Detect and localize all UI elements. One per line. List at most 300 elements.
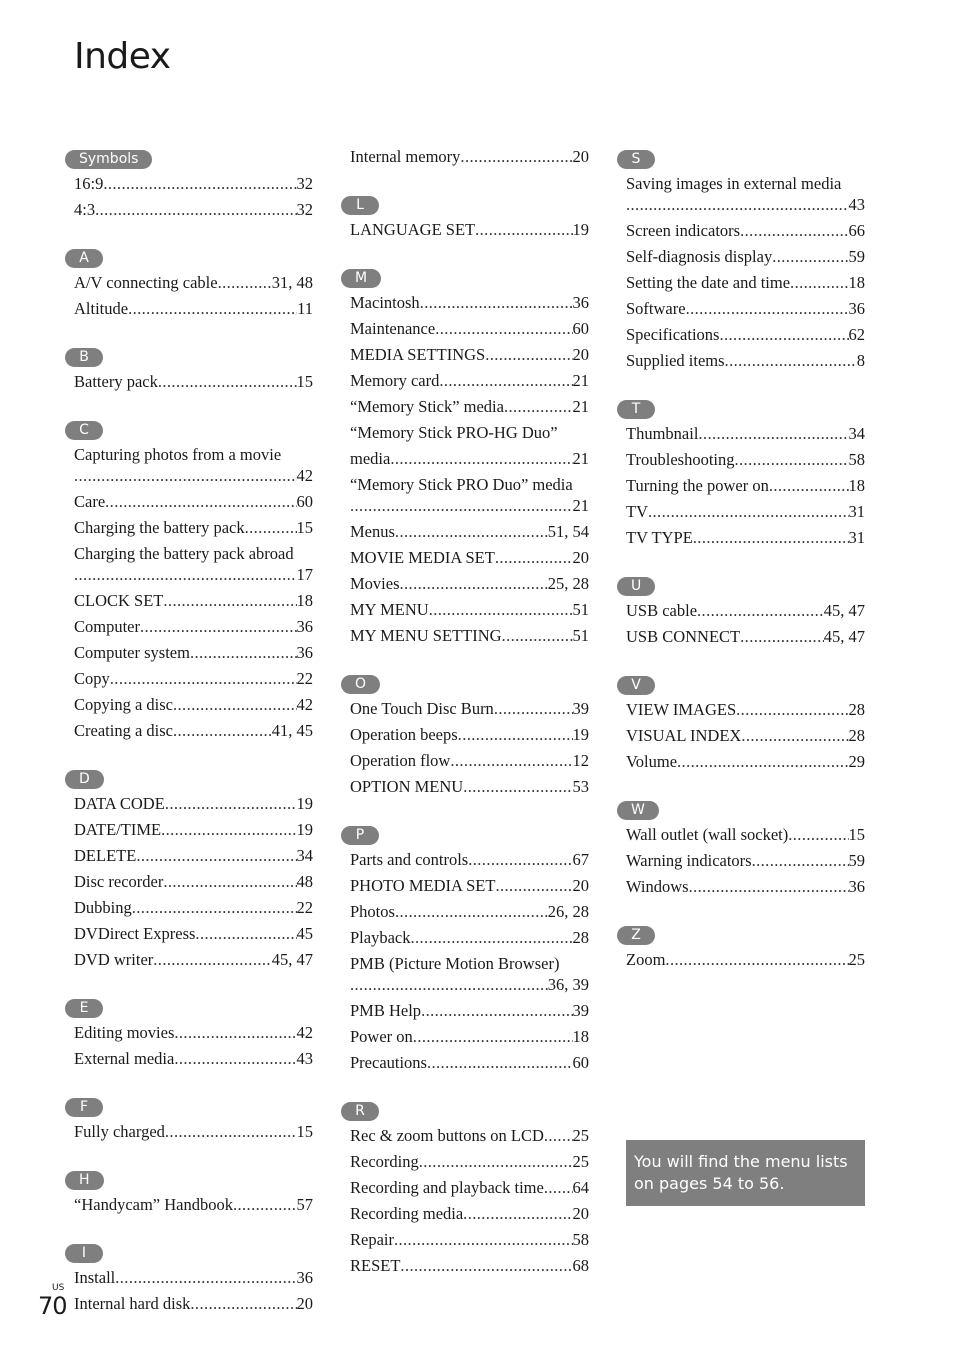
index-entry (74, 1046, 313, 1072)
index-entry (626, 473, 865, 499)
entry-page: 18 (296, 591, 313, 610)
entry-page: 20 (572, 548, 589, 567)
entry-row (74, 843, 313, 869)
index-entry (626, 296, 865, 322)
dot-leader (190, 640, 297, 666)
entry-term: Repair (350, 1230, 394, 1249)
entry-row (74, 296, 313, 322)
index-entry (350, 925, 589, 951)
entry-row (350, 571, 589, 597)
index-section (74, 744, 313, 973)
dot-leader (413, 1024, 573, 1050)
section-gap (626, 374, 865, 394)
entry-row (626, 624, 865, 650)
entry-row (350, 1149, 589, 1175)
index-entry (74, 1291, 313, 1317)
index-entry (350, 847, 589, 873)
index-entry (74, 947, 313, 973)
entry-term: MY MENU SETTING (350, 626, 502, 645)
dot-leader (485, 342, 572, 368)
section-letter-badge: U (617, 577, 655, 596)
section-gap (74, 223, 313, 243)
entry-row (350, 342, 589, 368)
index-section (74, 1072, 313, 1145)
index-entry (74, 614, 313, 640)
entry-term: Movies (350, 574, 400, 593)
entry-row (350, 1024, 589, 1050)
entry-row (626, 723, 865, 749)
index-entry (626, 848, 865, 874)
entry-page: 29 (848, 752, 865, 771)
index-entry (626, 171, 865, 218)
dot-leader (115, 1265, 296, 1291)
index-entry (350, 1149, 589, 1175)
region-code: US (52, 1283, 65, 1293)
section-letter-badge: V (617, 676, 655, 695)
index-entry (350, 623, 589, 649)
dot-leader (468, 847, 572, 873)
entry-page: 20 (296, 1294, 313, 1313)
entry-term: Recording media (350, 1204, 464, 1223)
entry-page: 26, 28 (547, 902, 589, 921)
entry-row (350, 290, 589, 316)
entry-page: 34 (296, 846, 313, 865)
entry-page: 64 (572, 1178, 589, 1197)
entry-term: PHOTO MEDIA SET (350, 876, 496, 895)
entry-row (74, 817, 313, 843)
entry-row (74, 718, 313, 744)
entry-row (626, 525, 865, 551)
entry-page: 53 (572, 777, 589, 796)
entry-page: 28 (848, 700, 865, 719)
index-entry (626, 947, 865, 973)
section-gap (74, 1072, 313, 1092)
entry-term: Saving images in external media (626, 174, 842, 193)
entry-page: 43 (848, 195, 865, 214)
entry-row (74, 1265, 313, 1291)
entry-page: 39 (572, 1001, 589, 1020)
entry-row (74, 171, 313, 197)
entry-term: Recording and playback time (350, 1178, 544, 1197)
dot-leader (544, 1123, 573, 1149)
entry-term: Operation flow (350, 751, 451, 770)
dot-leader (173, 692, 297, 718)
entry-term: A/V connecting cable (74, 273, 218, 292)
entry-row (626, 296, 865, 322)
entry-row (350, 722, 589, 748)
entry-page: 19 (572, 725, 589, 744)
dot-leader (400, 1253, 572, 1279)
entry-term: Macintosh (350, 293, 420, 312)
entry-term: Creating a disc (74, 721, 173, 740)
index-entry (350, 1227, 589, 1253)
index-entry (74, 666, 313, 692)
entry-page: 36 (296, 643, 313, 662)
index-entry (74, 843, 313, 869)
index-entry (74, 1119, 313, 1145)
index-entry (350, 472, 589, 519)
entry-term: Battery pack (74, 372, 158, 391)
entry-term: Software (626, 299, 686, 318)
entry-page: 62 (848, 325, 865, 344)
entry-term: Parts and controls (350, 850, 469, 869)
dot-leader (458, 722, 573, 748)
dot-leader (494, 696, 573, 722)
section-letter-badge: B (65, 348, 103, 367)
entry-page: 42 (296, 695, 313, 714)
index-entry (350, 748, 589, 774)
entry-row (74, 369, 313, 395)
entry-row (74, 1046, 313, 1072)
index-section (350, 649, 589, 800)
entry-page: 31 (848, 502, 865, 521)
index-column-1 (74, 144, 313, 1317)
entry-term: Thumbnail (626, 424, 699, 443)
section-letter-badge: W (617, 801, 659, 820)
dot-leader (163, 869, 296, 895)
dot-leader (463, 774, 572, 800)
section-letter-badge: E (65, 999, 103, 1018)
entry-page: 45 (296, 924, 313, 943)
entry-page: 41, 45 (271, 721, 313, 740)
dot-leader (394, 1227, 573, 1253)
dot-leader (719, 322, 848, 348)
section-gap (626, 650, 865, 670)
entry-page: 45, 47 (823, 627, 865, 646)
entry-row (350, 1050, 589, 1076)
entry-row (626, 874, 865, 900)
entry-term: Supplied items (626, 351, 725, 370)
section-letter-badge: R (341, 1102, 379, 1121)
entry-row (74, 921, 313, 947)
entry-page: 60 (296, 492, 313, 511)
entry-term: MOVIE MEDIA SET (350, 548, 495, 567)
entry-row (350, 545, 589, 571)
entry-row (74, 614, 313, 640)
index-section (350, 144, 589, 170)
dot-leader (105, 489, 296, 515)
index-entry (350, 420, 589, 472)
entry-term: PMB Help (350, 1001, 422, 1020)
entry-term: TV (626, 502, 648, 521)
entry-row (74, 197, 313, 223)
section-letter-badge: S (617, 150, 655, 169)
entry-page: 19 (572, 220, 589, 239)
index-section (74, 973, 313, 1072)
entry-row (626, 192, 865, 218)
index-entry (74, 640, 313, 666)
section-gap (350, 1076, 589, 1096)
entry-page: 45, 47 (823, 601, 865, 620)
section-letter-badge: D (65, 770, 104, 789)
entry-term: 16:9 (74, 174, 104, 193)
dot-leader (132, 895, 297, 921)
entry-row (350, 316, 589, 342)
entry-page: 66 (848, 221, 865, 240)
entry-term: VISUAL INDEX (626, 726, 742, 745)
entry-row (350, 1227, 589, 1253)
entry-row (74, 666, 313, 692)
section-gap (74, 322, 313, 342)
dot-leader (74, 562, 297, 588)
section-gap (74, 744, 313, 764)
entry-term: Charging the battery pack abroad (74, 544, 294, 563)
dot-leader (740, 218, 848, 244)
section-letter-badge: L (341, 196, 379, 215)
entry-row (74, 947, 313, 973)
dot-leader (400, 571, 548, 597)
entry-term: Zoom (626, 950, 666, 969)
entry-term: Power on (350, 1027, 413, 1046)
entry-page: 18 (848, 273, 865, 292)
dot-leader (435, 316, 572, 342)
dot-leader (103, 171, 296, 197)
index-entry (74, 791, 313, 817)
entry-row (626, 848, 865, 874)
section-gap (350, 170, 589, 190)
dot-leader (350, 493, 573, 519)
entry-page: 42 (296, 1023, 313, 1042)
entry-term: Recording (350, 1152, 419, 1171)
index-entry (350, 873, 589, 899)
entry-page: 60 (572, 1053, 589, 1072)
dot-leader (740, 624, 824, 650)
dot-leader (790, 270, 848, 296)
index-entry (626, 723, 865, 749)
entry-page: 42 (296, 466, 313, 485)
entry-page: 20 (572, 1204, 589, 1223)
entry-term: Disc recorder (74, 872, 164, 891)
entry-page: 36 (848, 299, 865, 318)
entry-term: Specifications (626, 325, 720, 344)
index-entry (350, 217, 589, 243)
dot-leader (689, 874, 849, 900)
entry-term: TV TYPE (626, 528, 693, 547)
entry-term: Self-diagnosis display (626, 247, 773, 266)
entry-term: Menus (350, 522, 395, 541)
entry-row (626, 749, 865, 775)
entry-term: RESET (350, 1256, 401, 1275)
dot-leader (110, 666, 297, 692)
dot-leader (350, 972, 548, 998)
page-title: Index (74, 36, 171, 77)
entry-row (74, 895, 313, 921)
entry-page: 25, 28 (547, 574, 589, 593)
dot-leader (190, 1291, 296, 1317)
index-entry (74, 1020, 313, 1046)
entry-row (350, 519, 589, 545)
index-entry (626, 874, 865, 900)
section-gap (626, 551, 865, 571)
entry-term: Rec & zoom buttons on LCD (350, 1126, 544, 1145)
entry-row (74, 1192, 313, 1218)
dot-leader (460, 144, 572, 170)
dot-leader (128, 296, 297, 322)
entry-row (350, 696, 589, 722)
entry-term: Internal hard disk (74, 1294, 191, 1313)
index-section (74, 395, 313, 744)
entry-page: 51 (572, 626, 589, 645)
index-entry (350, 144, 589, 170)
entry-page: 22 (296, 898, 313, 917)
entry-term: PMB (Picture Motion Browser) (350, 954, 560, 973)
section-gap (350, 243, 589, 263)
index-section (74, 322, 313, 395)
entry-row (626, 947, 865, 973)
entry-page: 51 (572, 600, 589, 619)
index-entry (350, 722, 589, 748)
dot-leader (421, 998, 572, 1024)
entry-row (626, 598, 865, 624)
entry-term: External media (74, 1049, 175, 1068)
dot-leader (686, 296, 849, 322)
dot-leader (648, 499, 849, 525)
entry-row (74, 1119, 313, 1145)
entry-term: Maintenance (350, 319, 436, 338)
index-entry (626, 749, 865, 775)
index-section (350, 800, 589, 1076)
section-letter-badge: H (65, 1171, 104, 1190)
entry-page: 36 (296, 617, 313, 636)
entry-term: CLOCK SET (74, 591, 164, 610)
index-entry (74, 692, 313, 718)
entry-row (350, 1175, 589, 1201)
entry-page: 15 (296, 518, 313, 537)
entry-page: 8 (856, 351, 865, 370)
entry-term: “Memory Stick” media (350, 397, 504, 416)
entry-page: 25 (572, 1126, 589, 1145)
entry-row (626, 322, 865, 348)
index-entry (626, 348, 865, 374)
index-entry (350, 1175, 589, 1201)
entry-row (350, 597, 589, 623)
entry-row (350, 394, 589, 420)
dot-leader (741, 723, 848, 749)
index-section (626, 900, 865, 973)
entry-page: 15 (848, 825, 865, 844)
entry-row (74, 489, 313, 515)
dot-leader (158, 369, 297, 395)
index-entry (350, 1253, 589, 1279)
entry-page: 39 (572, 699, 589, 718)
entry-row (626, 270, 865, 296)
entry-term: Screen indicators (626, 221, 741, 240)
entry-term: VIEW IMAGES (626, 700, 737, 719)
entry-row (74, 463, 313, 489)
dot-leader (429, 597, 573, 623)
entry-row (350, 925, 589, 951)
entry-term: DATA CODE (74, 794, 165, 813)
dot-leader (772, 244, 848, 270)
entry-term: One Touch Disc Burn (350, 699, 494, 718)
entry-page: 20 (572, 345, 589, 364)
section-letter-badge: M (341, 269, 381, 288)
entry-row (350, 998, 589, 1024)
index-entry (74, 442, 313, 489)
index-entry (350, 1123, 589, 1149)
entry-page: 11 (297, 299, 313, 318)
entry-term: Fully charged (74, 1122, 165, 1141)
section-gap (74, 395, 313, 415)
dot-leader (420, 290, 573, 316)
entry-row (350, 774, 589, 800)
index-entry (74, 817, 313, 843)
entry-term: MY MENU (350, 600, 429, 619)
entry-page: 19 (296, 820, 313, 839)
index-entry (350, 342, 589, 368)
entry-term: Windows (626, 877, 689, 896)
index-entry (350, 774, 589, 800)
dot-leader (736, 697, 848, 723)
index-entry (350, 316, 589, 342)
entry-page: 19 (296, 794, 313, 813)
dot-leader (173, 718, 272, 744)
section-letter-badge: O (341, 675, 380, 694)
dot-leader (697, 598, 824, 624)
section-letter-badge: C (65, 421, 103, 440)
entry-page: 17 (296, 565, 313, 584)
index-section (74, 1218, 313, 1317)
section-letter-badge: F (65, 1098, 103, 1117)
dot-leader (504, 394, 573, 420)
index-entry (74, 296, 313, 322)
index-section (626, 650, 865, 775)
entry-page: 28 (848, 726, 865, 745)
entry-term: Computer system (74, 643, 190, 662)
entry-term: Editing movies (74, 1023, 175, 1042)
index-entry (350, 519, 589, 545)
index-entry (626, 244, 865, 270)
entry-page: 31 (848, 528, 865, 547)
entry-row (626, 499, 865, 525)
index-entry (626, 270, 865, 296)
index-entry (350, 696, 589, 722)
entry-term: Turning the power on (626, 476, 769, 495)
entry-page: 36 (572, 293, 589, 312)
entry-page: 43 (296, 1049, 313, 1068)
entry-page: 21 (572, 397, 589, 416)
dot-leader (475, 217, 572, 243)
index-entry (626, 322, 865, 348)
dot-leader (495, 873, 572, 899)
dot-leader (395, 519, 548, 545)
section-letter-badge: A (65, 249, 103, 268)
section-letter-badge: Symbols (65, 150, 152, 169)
dot-leader (735, 447, 849, 473)
entry-row (350, 217, 589, 243)
index-entry (74, 1265, 313, 1291)
entry-term: “Handycam” Handbook (74, 1195, 233, 1214)
entry-term: Computer (74, 617, 140, 636)
entry-row (74, 270, 313, 296)
entry-row (74, 869, 313, 895)
entry-row (626, 421, 865, 447)
dot-leader (665, 947, 848, 973)
entry-row (74, 640, 313, 666)
entry-term: Wall outlet (wall socket) (626, 825, 789, 844)
entry-page: 48 (296, 872, 313, 891)
entry-row (74, 1020, 313, 1046)
dot-leader (140, 614, 297, 640)
entry-page: 22 (296, 669, 313, 688)
entry-row (350, 873, 589, 899)
section-gap (350, 649, 589, 669)
section-gap (74, 1218, 313, 1238)
entry-term: USB cable (626, 601, 698, 620)
entry-term: Operation beeps (350, 725, 458, 744)
section-gap (74, 973, 313, 993)
dot-leader (153, 947, 271, 973)
